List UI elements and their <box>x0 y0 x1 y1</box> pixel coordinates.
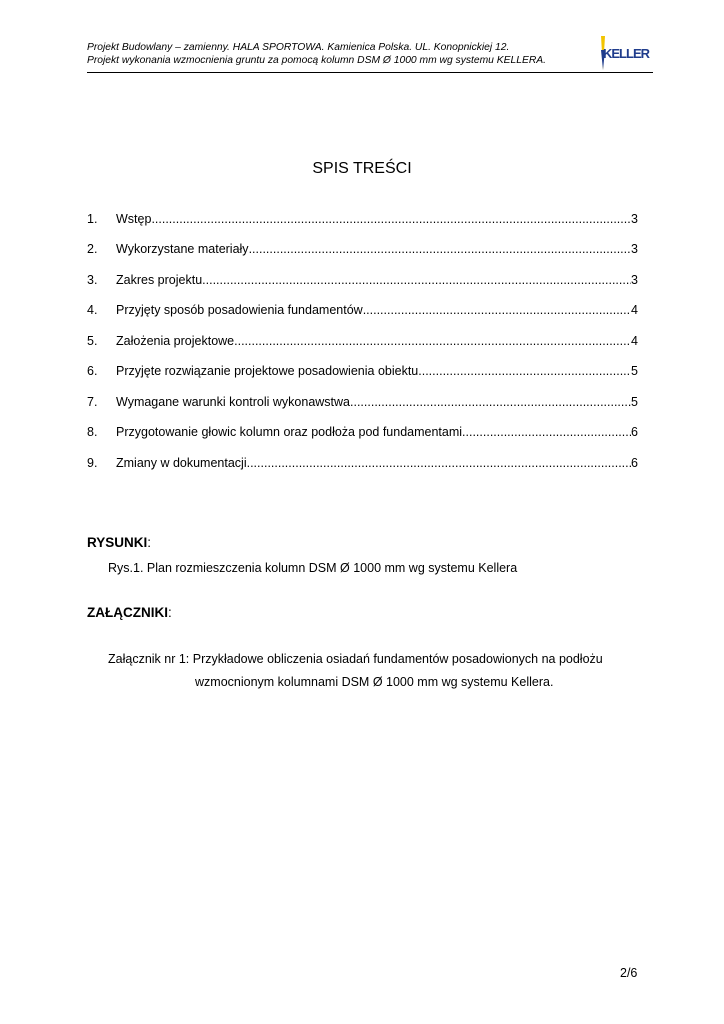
logo-text: KELLER <box>603 46 650 61</box>
toc-leader <box>234 333 631 349</box>
toc-number: 6. <box>87 364 98 378</box>
toc-number: 4. <box>87 303 98 317</box>
toc-leader <box>363 302 631 318</box>
page-title: SPIS TREŚCI <box>312 160 412 177</box>
toc-number: 3. <box>87 273 98 287</box>
toc-leader <box>350 394 631 410</box>
toc-number: 5. <box>87 334 98 348</box>
toc-row-7[interactable] <box>87 394 638 410</box>
figures-heading: RYSUNKI: <box>87 535 152 550</box>
toc-leader <box>151 211 631 227</box>
toc-number: 7. <box>87 395 98 409</box>
toc-row-8[interactable] <box>87 424 638 440</box>
toc-label: Przyjęte rozwiązanie projektowe posadowienia obiektu <box>116 364 419 378</box>
toc-label: Wstęp <box>116 212 152 226</box>
figures-heading-text: RYSUNKI <box>87 535 148 550</box>
toc-number: 1. <box>87 212 98 226</box>
toc-page: 5 <box>631 364 638 378</box>
header-line-2: Projekt wykonania wzmocnienia gruntu za pomocą kolumn DSM Ø 1000 mm wg systemu KELLERA. <box>87 55 546 66</box>
toc-page: 3 <box>631 212 638 226</box>
toc-row-1[interactable] <box>87 211 638 227</box>
toc-page: 4 <box>631 303 638 317</box>
toc-label: Przyjęty sposób posadowienia fundamentów <box>116 303 363 317</box>
toc-row-6[interactable] <box>87 363 638 379</box>
keller-logo <box>595 36 651 70</box>
toc-page: 4 <box>631 334 638 348</box>
attachments-heading-text: ZAŁĄCZNIKI <box>87 605 168 620</box>
toc-number: 8. <box>87 425 98 439</box>
toc-label: Założenia projektowe <box>116 334 235 348</box>
figure-item-1: Rys.1. Plan rozmieszczenia kolumn DSM Ø 1000 mm wg systemu Kellera <box>108 561 518 575</box>
page-number: 2/6 <box>620 966 638 980</box>
toc-page: 3 <box>631 273 638 287</box>
attachments-heading: ZAŁĄCZNIKI: <box>87 605 172 620</box>
toc-leader <box>202 272 631 288</box>
toc-row-3[interactable] <box>87 272 638 288</box>
attachment-line-1: Załącznik nr 1: Przykładowe obliczenia osiadań fundamentów posadowionych na podłożu <box>108 652 603 666</box>
toc-leader <box>249 241 631 257</box>
toc-row-4[interactable] <box>87 302 638 318</box>
toc-page: 5 <box>631 395 638 409</box>
toc-row-5[interactable] <box>87 333 638 349</box>
header-line-1: Projekt Budowlany – zamienny. HALA SPORTOWA. Kamienica Polska. UL. Konopnickiej 12. <box>87 42 510 53</box>
toc-label: Wymagane warunki kontroli wykonawstwa <box>116 395 351 409</box>
toc-number: 9. <box>87 456 98 470</box>
toc-page: 3 <box>631 242 638 256</box>
page-header <box>87 41 653 73</box>
toc-leader <box>418 363 631 379</box>
attachment-item-1 <box>108 648 668 694</box>
toc-label: Zmiany w dokumentacji <box>116 456 247 470</box>
toc-row-9[interactable] <box>87 455 638 471</box>
toc-label: Zakres projektu <box>116 273 203 287</box>
toc-page: 6 <box>631 456 638 470</box>
toc-label: Wykorzystane materiały <box>116 242 249 256</box>
toc-page: 6 <box>631 425 638 439</box>
toc-leader <box>462 424 631 440</box>
toc-number: 2. <box>87 242 98 256</box>
toc-row-2[interactable] <box>87 241 638 257</box>
toc-leader <box>247 455 631 471</box>
attachment-line-2: wzmocnionym kolumnami DSM Ø 1000 mm wg systemu Kellera. <box>195 675 554 689</box>
toc-label: Przygotowanie głowic kolumn oraz podłoża pod fundamentami <box>116 425 463 439</box>
header-text <box>87 41 546 67</box>
